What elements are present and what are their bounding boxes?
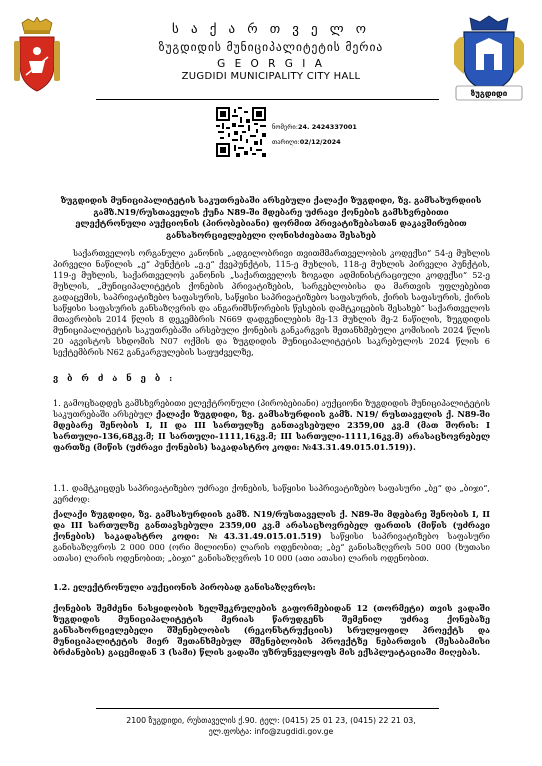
clause-1-2-condition: ქონების შემძენი ნასყიდობის ხელშეკრულების გაფორმებიდან 12 (თორმეტი) თვის ვადაში ზუგდიდის მუნიციპალიტეტის მერიას წარუდგენს შემენილ უძრავ ქონებაზე განსახორციელებელი შშენებლობის (რეკონსტრუქციის) სრულყოფილ პროექტს და მუნიციპალიტეტის მიერ შეთანხმებულ მშენებლობის პროექტზე ნებართვის (შესაბამისი ბრძანების) გაცემიდან 3 (სამი) წლის ვადაში უზრუნველყოფს მის ექსპლუატაციაში მიღებას. xyxy=(53,603,490,657)
footer-divider xyxy=(96,708,439,709)
footer-email: ელ.ფოსტა: info@zugdidi.gov.ge xyxy=(208,727,334,736)
document-number-value: 24. 2424337001 xyxy=(297,123,357,131)
document-date xyxy=(272,138,341,146)
header-country-georgian: ს ა ქ ა რ თ ვ ე ლ ო xyxy=(172,22,370,37)
header-divider xyxy=(96,99,439,100)
header-cityhall-english: ZUGDIDI MUNICIPALITY CITY HALL xyxy=(181,71,361,82)
clause-1-2: 1.2. ელექტრონული აუქციონის პირობად განისაზღვროს: xyxy=(53,582,316,592)
clause-1-1: 1.1. დამტკიცდეს საპრივატიზებო უძრავი ქონების, საწყისი საპრივატიზებო საფასური „ბე“ და „ბიჯი“, კერძოდ: xyxy=(53,483,490,504)
clause-1-property: ქალაქი ზუგდიდი, ზვ. გამსახურდიის გამზ. N19/ რუსთაველის ქ. N89-ში მდებარე შენობის I, II და III სართულზე განთავსებული 2359,00 კვ.მ (მათ შორის: I სართული-136,68კვ.მ; II სართული-1111,16კვ.მ; III სართული-1111,16კვ.მ) არასაცხოვრებელ ფართზე (მიწის (უძრავი ქონების) საკადასტრო კოდი: №43.31.49.015.01.519)). xyxy=(53,409,490,452)
resolve-heading: ვ ბ რ ძ ა ნ ე ბ : xyxy=(53,374,176,384)
document-date-label: თარიღი: xyxy=(272,138,300,146)
document-number xyxy=(272,123,357,131)
document-number-label: ნომერი: xyxy=(272,123,298,131)
document-title: ზუგდიდის მუნიციპალიტეტის საკუთრებაში არსებული ქალაქი ზუგდიდი, ზვ. გამსახურდიის გამზ.N19/რუსთაველის ქუჩა N89-ში მდებარე უძრავი ქონების გამსხვრებითი ელექტრონული აუქციონის (პირობებიანი) ფორმით პრივატიზებასთან დაკავშირებით განსახორციელებელი ღონისძიებათა შესახებ xyxy=(60,195,482,240)
clause-1-1-property: ქალაქი ზუგდიდი, ზვ. გამსახურდიის გამზ. N19/რუსთაველის ქ. N89-ში მდებარე შენობის I, II და III სართულზე განთავსებული 2359,00 კვ.მ არასაცხოვრებელ ფართის (მიწის (უძრავი ქონების) საკადასტრო კოდი: №43.31.49.015.01.519) xyxy=(53,509,490,541)
header-country-english: G E O R G I A xyxy=(217,58,325,70)
clause-1 xyxy=(53,398,490,453)
clause-1-1-details xyxy=(53,509,490,564)
emblem-city-name: ზუგდიდი xyxy=(470,89,508,98)
zugdidi-emblem xyxy=(450,14,528,104)
preamble-paragraph: საქართველოს ორგანული კანონის „ადგილობრივი თვითმმართველობის კოდექსი“ 54-ე მუხლის პირველი ნაწილის „ე“ პუნქტის „ე.ე“ ქვეპუნქტის, 115-ე მუხლის, 118-ე მუხლის პირველი პუნქტის, 119-ე მუხლის, საქართველოს კანონის „საქართველოს ზოგადი ადმინისტრაციული კოდექსი“ 52-ე მუხლის, „მუნიციპალიტეტის ქონების პრივატიზების, სარგებლობისა და მართვის უფლებებით გადაცემის, საპრივატიზებო საფასურის, საწყისი საპრივატიზებო საფასურის, ქირის საფასურის, ქირის საწყისი საფასურის განსაზღვრის და ანგარიშსწორების წესების დამტკიცების შესახებ“ საქართველოს მთავრობის 2014 წლის 8 დეკემბრის N669 დადგენილების მე-13 მუხლის მე-2 ნაწილის, ზუგდიდის მუნიციპალიტეტის საკუთრებაში არსებული ქონების განკარგვის შეთანხმებული კომისიის 2024 წლის 20 აგვისტოს სხდომის N07 ოქმის და ზუგდიდის მუნიციპალიტეტის საკრებულოს 2024 წლის 6 სექტემბრის N62 განკარგულების საფუძველზე, xyxy=(53,248,490,357)
clause-1-text: 1. გამოცხადდეს გამსხვრებითი ელექტრონული (პირობებიანი) აუქციონი ზუგდიდის მუნიციპალიტეტის საკუთრებაში არსებულ xyxy=(53,398,490,419)
clause-1-1-prices: საწყისი საპრივატიზებო საფასური განისაზღვროს 2 000 000 (ორი მილიონი) ლარის ოდენობით; „ბე“ განისაზღვროს 500 000 (ხუთასი ათასი) ლარის ოდენობით; „ბიჯი“ განისაზღვროს 10 000 (ათი ათასი) ლარის ოდენობით. xyxy=(53,531,490,563)
footer-contact xyxy=(0,715,542,737)
qr-code xyxy=(216,107,266,157)
header-cityhall-georgian: ზუგდიდის მუნიციპალიტეტის მერია xyxy=(158,40,384,54)
document-date-value: 02/12/2024 xyxy=(299,138,341,146)
footer-address: 2100 ზუგდიდი, რუსთაველის ქ.90. ტელ: (0415) 25 01 23, (0415) 22 21 03, xyxy=(126,716,416,725)
